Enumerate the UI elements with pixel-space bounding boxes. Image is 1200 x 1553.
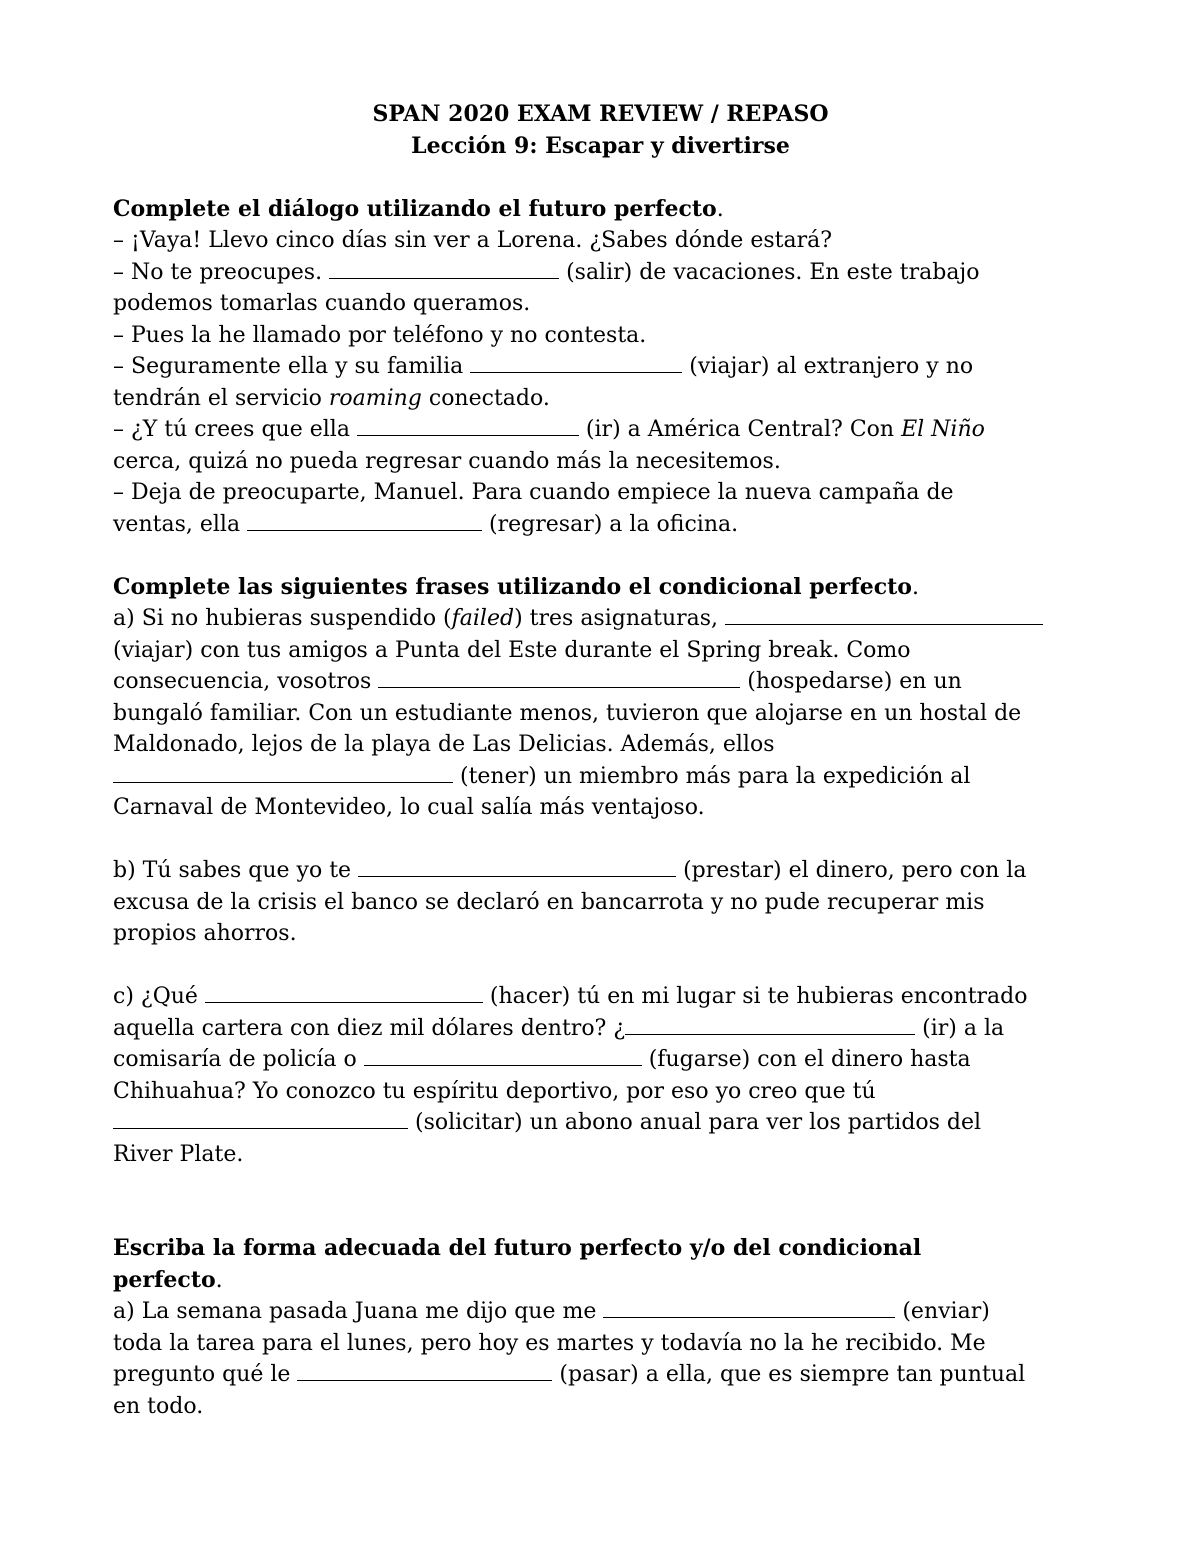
dialog-line: – No te preocupes. (salir) de vacaciones. En este trabajo bbox=[113, 259, 980, 285]
answer-blank-hacer[interactable] bbox=[205, 982, 483, 1003]
document-subtitle: Lección 9: Escapar y divertirse bbox=[411, 132, 790, 159]
answer-blank-pasar[interactable] bbox=[297, 1360, 552, 1381]
dialog-line: tendrán el servicio roaming conectado. bbox=[113, 385, 550, 411]
exercise-line: Chihuahua? Yo conozco tu espíritu deportivo, por eso yo creo que tú bbox=[113, 1078, 876, 1104]
section-heading-condicional: Complete las siguientes frases utilizando el condicional perfecto. bbox=[113, 573, 919, 600]
dialog-line: – Seguramente ella y su familia (viajar) al extranjero y no bbox=[113, 354, 974, 379]
exercise-line: Carnaval de Montevideo, lo cual salía más ventajoso. bbox=[113, 795, 705, 820]
dialog-line: – ¡Vaya! Llevo cinco días sin ver a Lorena. ¿Sabes dónde estará? bbox=[113, 228, 833, 253]
answer-blank-enviar[interactable] bbox=[603, 1297, 895, 1318]
dialog-line: – Deja de preocuparte, Manuel. Para cuando empiece la nueva campaña de bbox=[113, 480, 954, 505]
dialog-line: ventas, ella (regresar) a la oficina. bbox=[113, 511, 739, 537]
dialog-line: podemos tomarlas cuando queramos. bbox=[113, 291, 531, 316]
answer-blank-fugarse[interactable] bbox=[364, 1045, 642, 1066]
section-heading-futuro: Complete el diálogo utilizando el futuro perfecto. bbox=[113, 195, 724, 222]
exercise-line: c) ¿Qué (hacer) tú en mi lugar si te hubieras encontrado bbox=[113, 984, 1028, 1009]
exercise-line: a) Si no hubieras suspendido (failed) tres asignaturas, bbox=[113, 603, 1088, 635]
answer-blank-viajar-cond[interactable] bbox=[725, 604, 1043, 625]
document-title: SPAN 2020 EXAM REVIEW / REPASO bbox=[372, 101, 829, 127]
answer-blank-ir-cond[interactable] bbox=[625, 1014, 915, 1035]
exercise-line: propios ahorros. bbox=[113, 921, 297, 946]
exercise-line: Maldonado, lejos de la playa de Las Delicias. Además, ellos bbox=[113, 732, 775, 757]
answer-blank-ir[interactable] bbox=[357, 415, 579, 436]
section-heading-mixed: Escriba la forma adecuada del futuro perfecto y/o del condicional bbox=[113, 1235, 922, 1261]
dialog-line: – Pues la he llamado por teléfono y no contesta. bbox=[113, 322, 647, 348]
exercise-line: b) Tú sabes que yo te (prestar) el dinero, pero con la bbox=[113, 858, 1027, 883]
answer-blank-tener[interactable] bbox=[113, 762, 453, 783]
exercise-line: en todo. bbox=[113, 1393, 204, 1419]
answer-blank-viajar[interactable] bbox=[470, 352, 682, 373]
exercise-line: (solicitar) un abono anual para ver los partidos del bbox=[113, 1107, 1088, 1139]
dialog-line: – ¿Y tú crees que ella (ir) a América Central? Con El Niño bbox=[113, 417, 985, 442]
answer-blank-solicitar[interactable] bbox=[113, 1108, 408, 1129]
answer-blank-hospedarse[interactable] bbox=[378, 667, 740, 688]
exercise-line: consecuencia, vosotros (hospedarse) en un bbox=[113, 669, 962, 694]
exercise-line: pregunto qué le (pasar) a ella, que es siempre tan puntual bbox=[113, 1362, 1026, 1387]
exercise-line: (viajar) con tus amigos a Punta del Este durante el Spring break. Como bbox=[113, 637, 911, 663]
answer-blank-salir[interactable] bbox=[329, 258, 559, 279]
exercise-line: aquella cartera con diez mil dólares dentro? ¿ (ir) a la bbox=[113, 1015, 1005, 1041]
answer-blank-regresar[interactable] bbox=[247, 510, 482, 531]
exercise-line: a) La semana pasada Juana me dijo que me (enviar) bbox=[113, 1299, 990, 1324]
exercise-line: bungaló familiar. Con un estudiante menos, tuvieron que alojarse en un hostal de bbox=[113, 700, 1022, 726]
exercise-line: River Plate. bbox=[113, 1141, 244, 1167]
dialog-line: cerca, quizá no pueda regresar cuando más la necesitemos. bbox=[113, 448, 781, 474]
exercise-line: comisaría de policía o (fugarse) con el dinero hasta bbox=[113, 1047, 971, 1072]
exercise-line: (tener) un miembro más para la expedición al bbox=[113, 761, 1088, 793]
exercise-line: toda la tarea para el lunes, pero hoy es martes y todavía no la he recibido. Me bbox=[113, 1330, 986, 1356]
answer-blank-prestar[interactable] bbox=[358, 856, 676, 877]
section-heading-mixed-cont: perfecto. bbox=[113, 1266, 223, 1293]
exercise-line: excusa de la crisis el banco se declaró en bancarrota y no pude recuperar mis bbox=[113, 889, 985, 915]
